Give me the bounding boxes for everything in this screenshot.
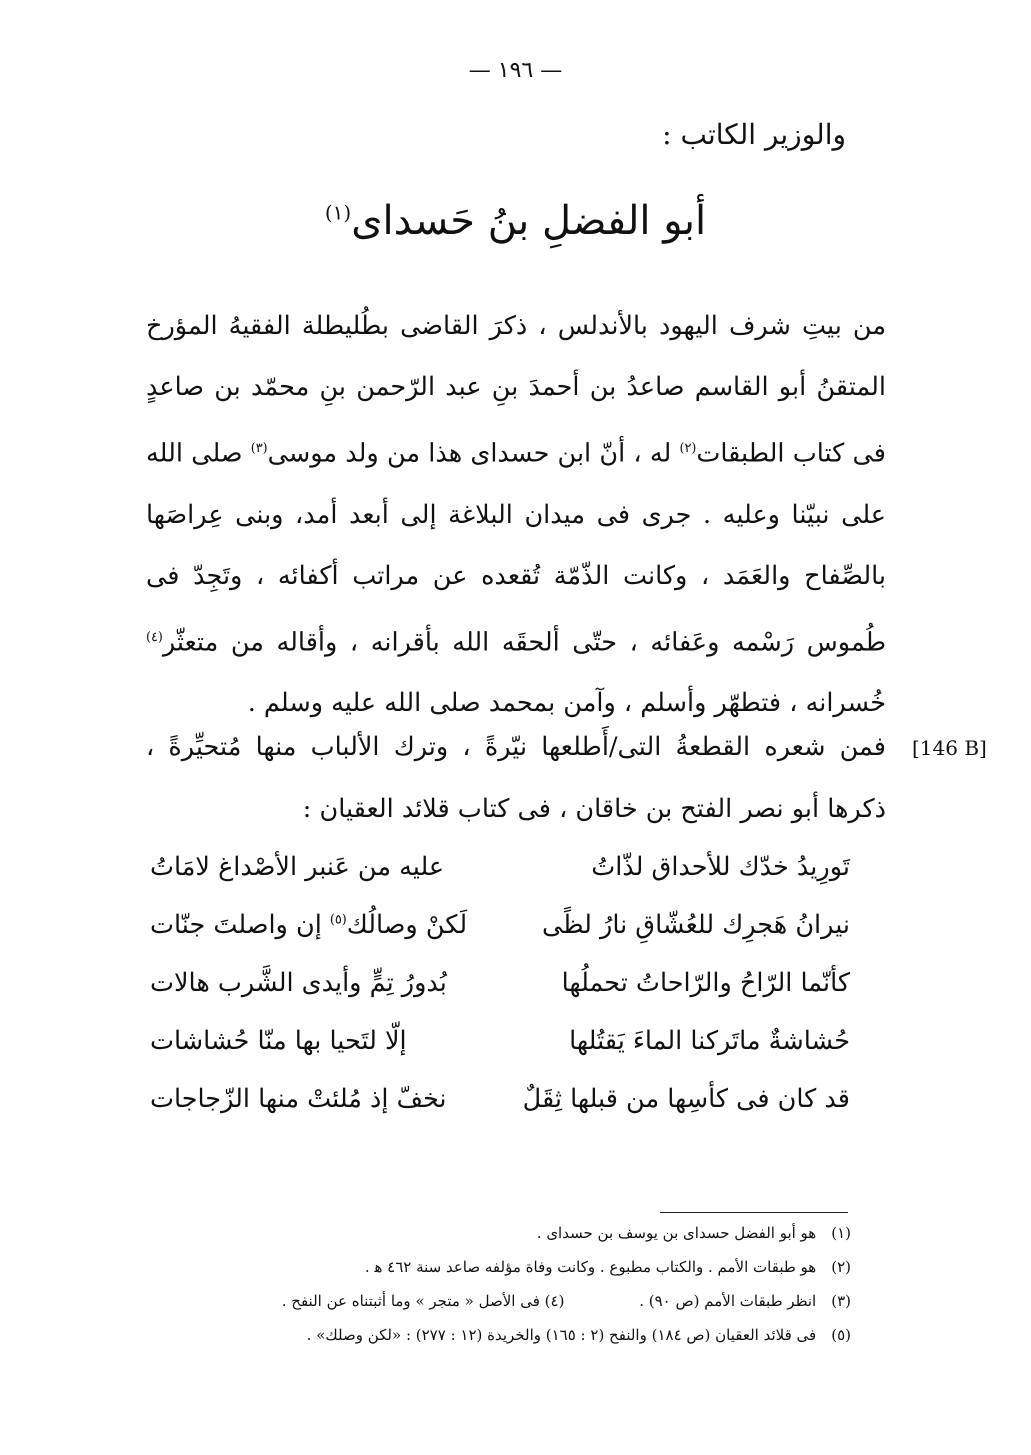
footnote: [151, 1258, 851, 1292]
footnote-text: فى الأصل « متجر » وما أثبتناه عن النفح .: [281, 1292, 540, 1310]
verse-text-b: إن واصلتَ جنّات: [150, 910, 330, 940]
footnote-ref-2: (٢): [679, 441, 697, 456]
footnote-number: (٥): [831, 1326, 851, 1344]
footnotes: [151, 1224, 851, 1360]
verse-first-hemistich: نيرانُ هَجرِك للعُشّاقِ نارُ لظًى: [541, 910, 850, 940]
footnote-number: (٢): [831, 1258, 851, 1276]
verse-first-hemistich: حُشاشةٌ ماتَركنا الماءَ يَقتُلها: [569, 1026, 850, 1056]
footnote-ref-4: (٤): [146, 629, 163, 645]
paragraph-text-a: من بيتِ شرف اليهود بالأندلس ، ذكرَ القاضى بطُليطلة الفقيهُ المؤرخ المتقنُ أبو القاسم صاعدُ بن أحمدَ بنِ عبد الرّحمن بنِ محمّد بن صاعدٍ فى كتاب الطبقات: [146, 311, 886, 469]
footnote-number: (٤): [544, 1292, 565, 1310]
paragraph-text-c: صلى الله على نبيّنا وعليه . جرى فى ميدان البلاغة إلى أبعد أمد، وبنى عِراصَها بالصِّفاح والعَمَد ، وكانت الذّمّة تُقعده عن مراتب أكفائه ، وتَجِدّ فى طُموس رَسْمه وعَفائه ، حتّى ألحقَه الله بأقرانه ، وأقاله من متعثّر: [146, 438, 886, 657]
footnote-number: (٣): [831, 1292, 851, 1310]
footnote: [151, 1326, 851, 1360]
page-number: — ١٩٦ —: [468, 58, 563, 83]
paragraph-text-b: له ، أنّ ابن حسداى هذا من ولد موسى: [267, 438, 680, 469]
verse-second-hemistich: إلّا لتَحيا بها منّا حُشاشات: [150, 1026, 407, 1056]
footnote-separator: [660, 1212, 848, 1213]
entry-title-text: أبو الفضلِ بنُ حَسداى: [351, 198, 707, 244]
footnote-text: انظر طبقات الأمم (ص ٩٠) .: [639, 1292, 817, 1310]
footnote-number: (١): [831, 1224, 851, 1242]
entry-title: [0, 198, 1031, 244]
paragraph-text-d: خُسرانه ، فتطهّر وأسلم ، وآمن بمحمد صلى الله عليه وسلم .: [247, 688, 886, 718]
footnote: [151, 1224, 851, 1258]
verse-text-a: لَكنْ وصالُك: [346, 910, 468, 940]
intro-heading: والوزير الكاتب :: [662, 118, 846, 151]
poem-verse: [150, 910, 850, 968]
footnote-text: هو طبقات الأمم . والكتاب مطبوع . وكانت وفاة مؤلفه صاعد سنة ٤٦٢ ﻫ .: [364, 1258, 817, 1276]
footnote: [151, 1292, 851, 1326]
poem-verse: [150, 968, 850, 1026]
footnote-ref-1: (١): [324, 200, 352, 225]
footnote-text: فى قلائد العقيان (ص ١٨٤) والنفح (٢ : ١٦٥) والخريدة (١٢ : ٢٧٧) : «لكن وصلك» .: [306, 1326, 817, 1344]
verse-second-hemistich: [150, 910, 500, 940]
biography-paragraph: [146, 296, 886, 734]
footnote-text: هو أبو الفضل حسداى بن يوسف بن حسداى .: [536, 1224, 817, 1242]
poem-intro-paragraph: فمن شعره القطعةُ التى/أَطلعها نيّرةً ، وترك الألباب منها مُتحيِّرةً ، ذكرها أبو نصر الفتح بن خاقان ، فى كتاب قلائد العقيان :: [146, 732, 886, 824]
verse-second-hemistich: بُدورُ تِمٍّ وأيدى الشَّرب هالات: [150, 968, 447, 998]
poem-verse: [150, 1026, 850, 1084]
footnote-ref-5: (٥): [329, 912, 347, 928]
verse-second-hemistich: عليه من عَنبر الأصْداغ لامَاتُ: [150, 852, 445, 882]
poem-verse: [150, 852, 850, 910]
poem-verse: [150, 1084, 850, 1142]
verse-first-hemistich: تَورِيدُ خدّك للأحداق لذّاتُ: [591, 852, 850, 882]
verse-first-hemistich: كأنّما الرّاحُ والرّاحاتُ تحملُها: [561, 968, 850, 998]
footnote-ref-3: (٣): [250, 441, 268, 456]
poem: [150, 852, 850, 1142]
verse-second-hemistich: نخفّ إذ مُلئتْ منها الزّجاجات: [150, 1084, 447, 1114]
manuscript-folio-note: [146 B]: [912, 736, 987, 760]
verse-first-hemistich: قد كان فى كأسِها من قبلها ثِقَلٌ: [522, 1084, 850, 1114]
